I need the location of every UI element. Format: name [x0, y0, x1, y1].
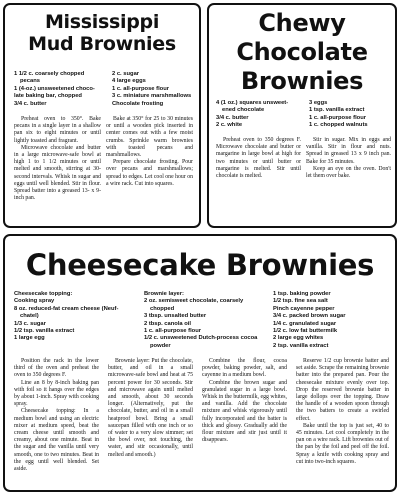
ingredient-item: 3 tbsp. unsalted butter	[144, 313, 207, 320]
title-line: Mud Brownies	[28, 33, 176, 55]
direction-paragraph: Stir in sugar. Mix in eggs and vanilla. Stir in flour and nuts. Spread in greased 13 x 9 inch pan. Bake for 35 minutes.	[306, 137, 391, 165]
direction-paragraph: Prepare chocolate frosting. Pour over pecans and marshmallows; spread to edges. Let cool one hour on a wire rack. Cut into squares.	[106, 159, 193, 187]
title-line: Cheesecake Brownies	[25, 248, 375, 282]
recipe-card-chewy-chocolate	[207, 3, 397, 228]
ingredient-item: 1/2 tsp. fine sea salt	[273, 298, 328, 305]
ingredient-item: powder	[150, 342, 171, 349]
ingredient-item: Cooking spray	[14, 298, 55, 305]
directions-col-3	[202, 358, 287, 444]
directions-col-1	[216, 137, 301, 180]
directions-col-2	[306, 137, 391, 180]
ingredient-item: 2 c. white	[216, 122, 243, 129]
ingredients-left	[14, 71, 110, 108]
ingredient-item: 1/2 c. unsweetened Dutch-process cocoa	[144, 335, 258, 342]
ingredient-item: 3 c. miniature marshmallows	[112, 93, 192, 100]
ingredient-item: 1 tsp. vanilla extract	[309, 107, 365, 114]
title-line: Brownies	[240, 67, 364, 95]
direction-paragraph: Position the rack in the lower third of the oven and preheat the oven to 350 degrees F.	[14, 358, 99, 379]
direction-paragraph: Keep an eye on the oven. Don't let them over bake.	[306, 165, 391, 180]
title-line: Mississippi	[44, 11, 160, 33]
direction-paragraph: Preheat oven to 350°. Bake pecans in a single layer in a shallow pan six to eight minutes or until lightly toasted and fragrant.	[14, 116, 101, 144]
ingredient-item: 1/4 c. granulated sugar	[273, 320, 337, 327]
ingredient-item: late baking bar, chopped	[14, 93, 82, 100]
directions-col-2	[106, 116, 193, 188]
ingredient-item: 4 (1 oz.) squares unsweet-	[216, 100, 289, 106]
title-line: Chocolate	[236, 38, 368, 66]
directions-col-1	[14, 116, 101, 202]
ingredient-item: 3/4 c. packed brown sugar	[273, 313, 346, 320]
recipe-title	[5, 248, 395, 282]
ingredient-item: chatel)	[20, 313, 39, 320]
ingredient-item: 2 large egg whites	[273, 335, 324, 342]
ingredient-item: 2 c. sugar	[112, 71, 140, 77]
ingredient-item: 1 (4-oz.) unsweetened choco-	[14, 85, 95, 92]
ingredient-item: 1 c. all-purpose flour	[112, 85, 170, 92]
ingredient-item: ened chocolate	[222, 107, 265, 114]
direction-paragraph: Microwave chocolate and butter in a large microwave-safe bowl at high 1 to 1 1/2 minutes or until melted and smooth, stirring at 30-second intervals. Whisk in sugar and eggs until well blended. Stir in flour. Spread batter into a greased 13- x 9-inch pan.	[14, 144, 101, 202]
ingredient-item: 1 large egg	[14, 335, 45, 342]
ingredient-item: Chocolate frosting	[112, 100, 164, 107]
ingredient-item: 2 oz. semisweet chocolate, coarsely	[144, 298, 244, 305]
title-line: Chewy	[258, 9, 346, 37]
ingredients-right	[309, 100, 393, 130]
recipe-title	[5, 11, 199, 55]
ingredient-item: 3/4 c. butter	[14, 100, 47, 107]
direction-paragraph: Reserve 1/2 cup brownie batter and set aside. Scrape the remaining brownie batter into the prepared pan. Pour the cheesecake mixture evenly over top. Drop the reserved brownie batter in large dollops over the topping. Draw the handle of a wooden spoon through the two batters to create a swirled effect.	[296, 358, 389, 422]
recipe-card-cheesecake	[3, 234, 397, 492]
ingredient-item: 8 oz. reduced-fat cream cheese (Neuf-	[14, 305, 119, 312]
direction-paragraph: Combine the flour, cocoa powder, baking powder, salt, and cayenne in a medium bowl.	[202, 358, 287, 379]
ingredient-item: 1/2 c. low fat buttermilk	[273, 328, 338, 335]
direction-paragraph: Bake until the top is just set, 40 to 45 minutes. Let cool completely in the pan on a wire rack. Lift brownies out of the pan by the foil and peel off the foil. Spray a knife with cooking spray and cut into two-inch squares.	[296, 422, 389, 465]
ingredient-item: 1 1/2 c. coarsely chopped	[14, 71, 85, 77]
ingredient-item: Pinch cayenne pepper	[273, 305, 335, 312]
ingredient-item: 1 c. all-purpose flour	[144, 328, 202, 335]
ingredient-item: 3 eggs	[309, 100, 328, 106]
recipe-title	[209, 9, 395, 96]
ingredient-item: 3/4 c. butter	[216, 114, 249, 121]
direction-paragraph: Preheat oven to 350 degrees F. Microwave chocolate and butter or margarine in large bowl at high for two minutes or until butter or margarine is melted. Stir until chocolate is melted.	[216, 137, 301, 180]
ingredient-item: chopped	[150, 305, 175, 312]
ingredient-item: 2 tbsp. canola oil	[144, 320, 192, 327]
directions-col-4	[296, 358, 389, 466]
direction-paragraph: Cheesecake topping: In a medium bowl and using an electric mixer at medium speed, beat the cream cheese until smooth and creamy, about one minute. Beat in the sugar and the vanilla until very smooth, one to two minutes. Beat in the egg until well blended. Set aside.	[14, 408, 99, 473]
ingredient-item: 4 large eggs	[112, 78, 146, 85]
directions-col-1	[14, 358, 99, 473]
ingredient-item: 1/2 tsp. vanilla extract	[14, 328, 75, 335]
ingredient-item: 1 tsp. baking powder	[273, 291, 331, 297]
ingredient-item: 1 c. all-purpose flour	[309, 114, 367, 121]
ingredients-col-2	[144, 291, 270, 350]
ingredients-col-1	[14, 291, 142, 343]
ingredient-item: 1/3 c. sugar	[14, 320, 46, 327]
ingredients-left	[216, 100, 306, 130]
ingredient-item: 2 tsp. vanilla extract	[273, 342, 329, 349]
ingredient-item: 1 c. chopped walnuts	[309, 122, 368, 129]
ingredients-col-3	[273, 291, 391, 350]
ingredient-item: pecans	[20, 78, 40, 85]
ingredient-item: Brownie layer:	[144, 291, 184, 297]
directions-col-2	[108, 358, 193, 459]
ingredient-item: Cheesecake topping:	[14, 291, 73, 297]
direction-paragraph: Bake at 350° for 25 to 30 minutes or until a wooden pick inserted in center comes out with a few moist crumbs. Sprinkle warm brownies with toasted pecans and marshmallows.	[106, 116, 193, 159]
recipe-card-mississippi-mud	[3, 3, 201, 228]
ingredients-right	[112, 71, 198, 108]
direction-paragraph: Combine the brown sugar and granulated sugar in a large bowl. Whisk in the buttermilk, egg whites, and vanilla. Add the chocolate mixture and whisk vigorously until fully incorporated and the batter is thick and glossy. Gradually add the flour mixture and stir just until it disappears.	[202, 379, 287, 444]
direction-paragraph: Line an 8 by 8-inch baking pan with foil so it hangs over the edges by about 1-inch. Spray with cooking spray.	[14, 379, 99, 408]
direction-paragraph: Brownie layer: Put the chocolate, butter, and oil in a small microwave-safe bowl and heat at 75 percent power for 30 seconds. Stir and microwave again until melted and smooth, about 30 seconds longer. (Alternatively, put the chocolate, butter, and oil in a small heatproof bowl. Bring a small saucepan filled with one inch or so of water to a very slow simmer; set the bowl over, not touching, the water, and stir occasionally, until melted and smooth.)	[108, 358, 193, 458]
